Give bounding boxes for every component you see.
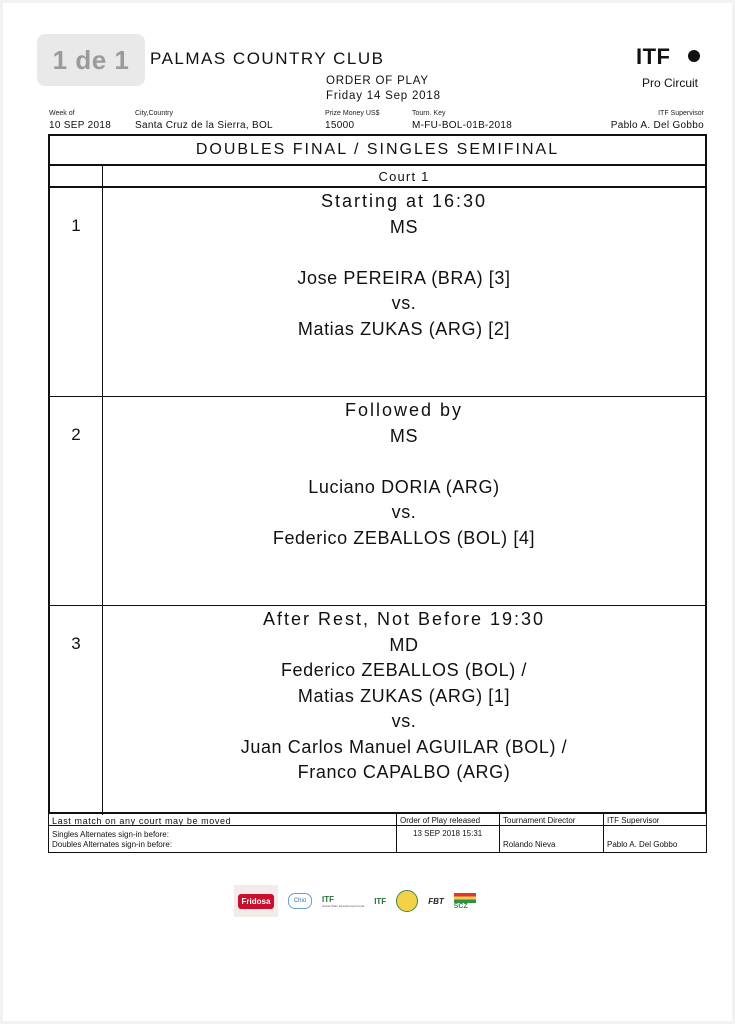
itf-logo-subtitle: Pro Circuit <box>642 76 699 90</box>
match-row <box>50 606 705 815</box>
supervisor-value: Pablo A. Del Gobbo <box>610 120 704 131</box>
singles-alternates: Singles Alternates sign-in before: <box>52 830 169 839</box>
player-line: Jose PEREIRA (BRA) [3] <box>297 267 511 288</box>
released-label: Order of Play released <box>400 816 481 825</box>
supervisor-label: ITF Supervisor <box>658 110 704 117</box>
last-match-note: Last match on any court may be moved <box>52 816 232 826</box>
play-date: Friday 14 Sep 2018 <box>326 90 441 102</box>
sponsor-strip <box>234 884 476 918</box>
match-row <box>50 188 705 397</box>
itf-fund-logo-subtitle: Grand Slam Development Fund <box>322 903 365 908</box>
match-time: Followed by <box>344 400 464 420</box>
itf-development-fund-logo <box>322 895 364 908</box>
flag-icon <box>454 893 476 903</box>
cosat-logo <box>396 890 418 912</box>
prize-label: Prize Money US$ <box>325 110 380 117</box>
footer-divider <box>396 814 397 852</box>
court-header-row <box>50 166 705 188</box>
order-of-play-table <box>48 134 707 814</box>
page-counter: 1 de 1 <box>37 34 145 86</box>
match-event: MS <box>389 216 419 237</box>
tourn-key-label: Tourn. Key <box>412 110 446 117</box>
chio-logo: Chio <box>288 893 312 909</box>
itf-logo-text: ITF <box>636 44 671 69</box>
footer-divider <box>603 814 604 852</box>
city-label: City,Country <box>135 110 173 117</box>
week-value: 10 SEP 2018 <box>49 120 112 131</box>
player-line: Luciano DORIA (ARG) <box>308 476 500 497</box>
scz-logo <box>454 893 476 910</box>
player-line: Federico ZEBALLOS (BOL) / <box>280 660 528 680</box>
itf-pro-circuit-logo <box>636 44 708 92</box>
match-event: MS <box>389 425 419 446</box>
match-details <box>102 188 705 396</box>
tourn-key-value: M-FU-BOL-01B-2018 <box>412 120 513 131</box>
match-details <box>102 397 705 605</box>
document-title: ORDER OF PLAY <box>326 75 429 87</box>
scz-logo-text: SCZ <box>453 902 468 910</box>
doubles-alternates: Doubles Alternates sign-in before: <box>52 840 173 849</box>
fridosa-logo <box>234 885 278 917</box>
footer-table <box>48 814 707 853</box>
court-label: Court 1 <box>102 166 705 186</box>
blank-line <box>103 240 705 266</box>
itf-fund-logo-text: ITF <box>322 894 334 904</box>
match-details <box>102 606 705 815</box>
player-line: Matias ZUKAS (ARG) [2] <box>297 318 511 339</box>
match-row <box>50 397 705 606</box>
versus-line: vs. <box>391 293 417 313</box>
match-event: MD <box>389 634 419 655</box>
fridosa-logo-text: Fridosa <box>238 894 275 909</box>
director-label: Tournament Director <box>503 816 576 825</box>
player-line: Juan Carlos Manuel AGUILAR (BOL) / <box>240 736 568 757</box>
player-line: Matias ZUKAS (ARG) [1] <box>297 685 511 706</box>
player-line: Federico ZEBALLOS (BOL) [4] <box>272 527 536 548</box>
match-number: 1 <box>71 216 81 235</box>
match-number: 2 <box>71 425 81 444</box>
director-value: Rolando Nieva <box>503 840 556 849</box>
match-number: 3 <box>71 634 81 653</box>
round-banner: DOUBLES FINAL / SINGLES SEMIFINAL <box>50 136 705 166</box>
prize-value: 15000 <box>325 120 355 131</box>
released-value: 13 SEP 2018 15:31 <box>413 829 483 838</box>
club-name: PALMAS COUNTRY CLUB <box>150 49 385 68</box>
match-time: After Rest, Not Before 19:30 <box>262 609 546 629</box>
versus-line: vs. <box>391 711 417 731</box>
match-time: Starting at 16:30 <box>320 191 488 211</box>
footer-supervisor-label: ITF Supervisor <box>607 816 660 825</box>
city-value: Santa Cruz de la Sierra, BOL <box>135 120 273 131</box>
footer-divider <box>499 814 500 852</box>
versus-line: vs. <box>391 502 417 522</box>
itf-pro-circuit-small-logo: ITF <box>374 896 387 906</box>
player-line: Franco CAPALBO (ARG) <box>297 762 511 782</box>
week-label: Week of <box>49 110 75 117</box>
footer-supervisor-value: Pablo A. Del Gobbo <box>607 840 678 849</box>
blank-line <box>103 449 705 475</box>
tennis-ball-icon <box>688 50 700 62</box>
fbt-logo: FBT <box>428 896 444 906</box>
